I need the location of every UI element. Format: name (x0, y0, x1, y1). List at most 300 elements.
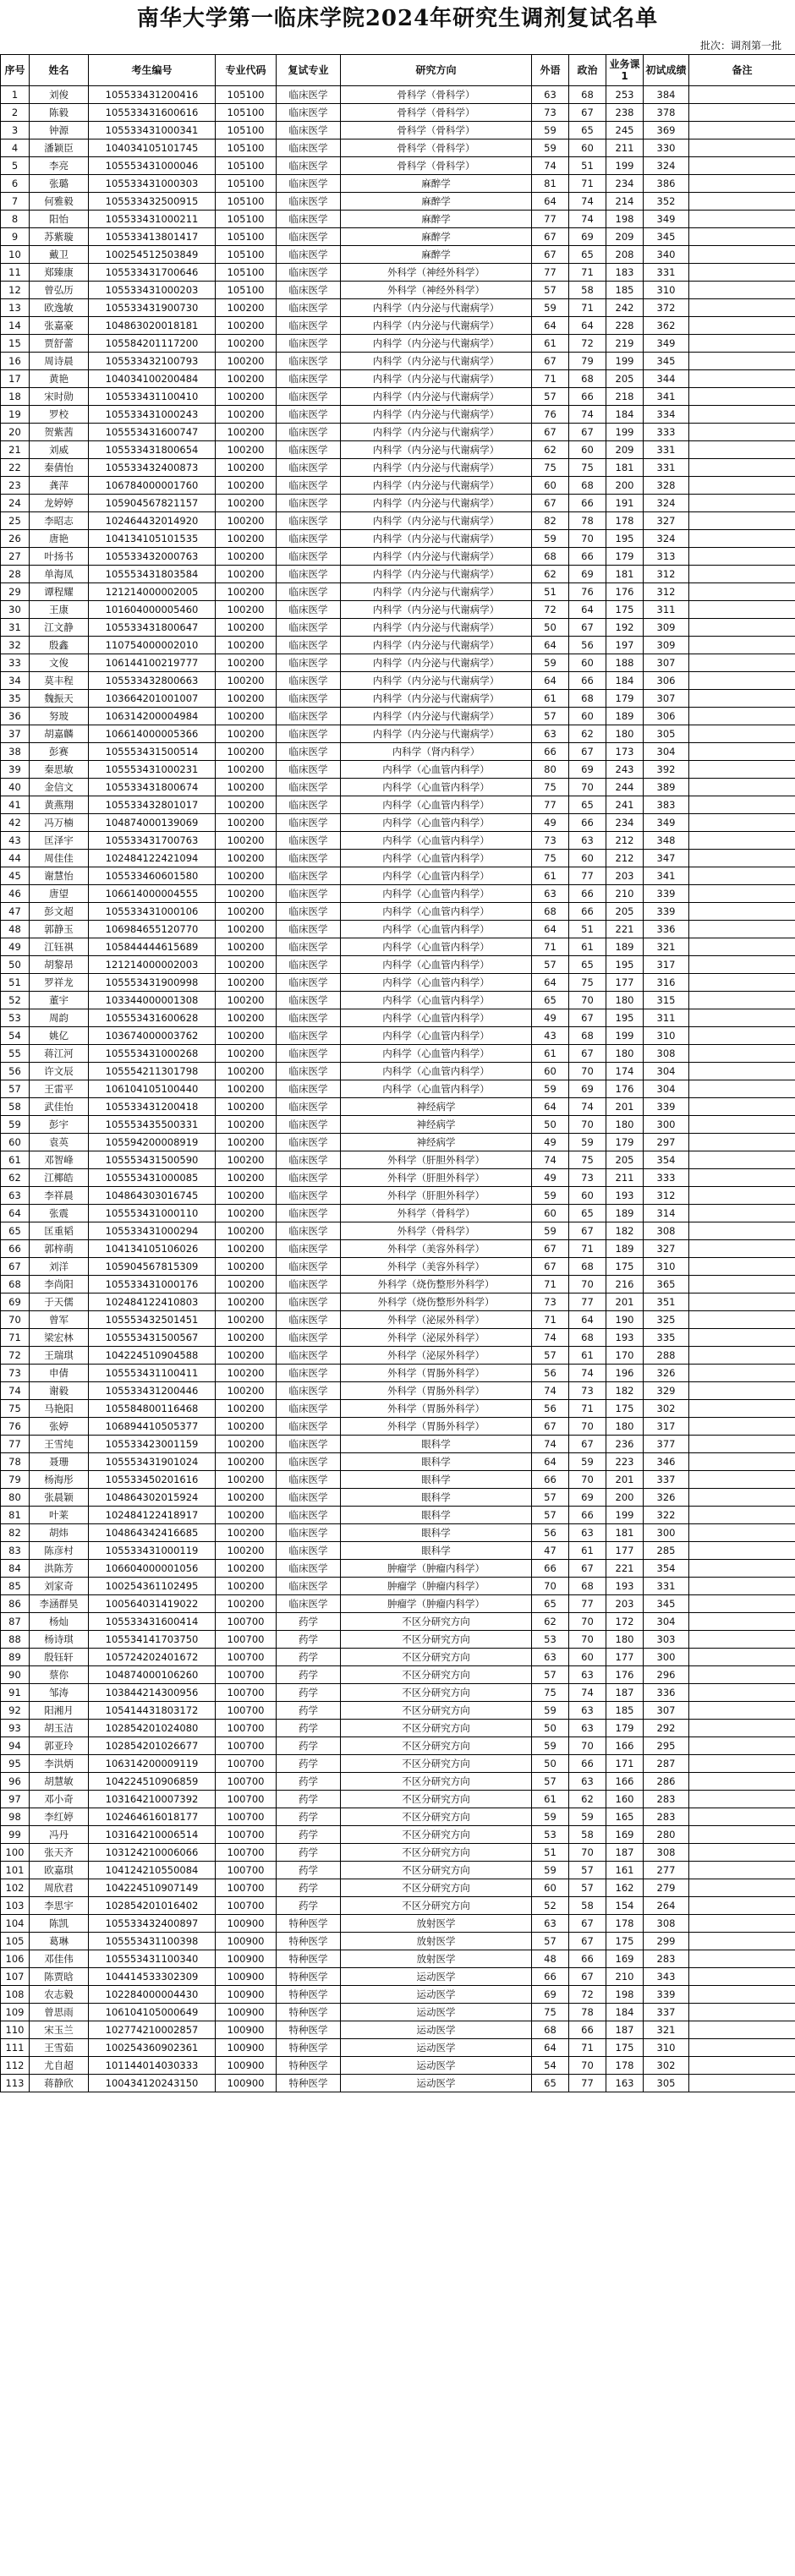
cell-foreign-language: 63 (532, 86, 569, 104)
header-initial-score: 初试成绩 (644, 55, 689, 86)
cell-major: 临床医学 (277, 86, 341, 104)
cell-research-direction: 骨科学（骨科学） (341, 157, 532, 175)
cell-research-direction: 内科学（心血管内科学） (341, 921, 532, 938)
cell-course1: 203 (606, 867, 644, 885)
cell-major: 临床医学 (277, 814, 341, 832)
cell-major: 临床医学 (277, 1187, 341, 1205)
cell-course1: 236 (606, 1436, 644, 1453)
cell-major-code: 100200 (216, 1524, 277, 1542)
cell-exam-id: 105533431000176 (89, 1276, 216, 1293)
cell-research-direction: 内科学（内分泌与代谢病学） (341, 619, 532, 637)
cell-name: 梁宏林 (30, 1329, 89, 1347)
table-row (1, 1063, 795, 1080)
table-row (1, 406, 795, 424)
cell-research-direction: 不区分研究方向 (341, 1773, 532, 1791)
cell-course1: 198 (606, 211, 644, 228)
table-row (1, 1507, 795, 1524)
cell-research-direction: 内科学（内分泌与代谢病学） (341, 424, 532, 441)
table-row (1, 1684, 795, 1702)
cell-major-code: 105100 (216, 122, 277, 139)
table-row (1, 1950, 795, 1968)
cell-remarks (689, 1613, 795, 1631)
cell-foreign-language: 57 (532, 1347, 569, 1365)
cell-exam-id: 105553431100411 (89, 1365, 216, 1382)
cell-course1: 176 (606, 583, 644, 601)
cell-major-code: 100200 (216, 690, 277, 708)
cell-foreign-language: 50 (532, 1720, 569, 1737)
cell-initial-score: 330 (644, 139, 689, 157)
cell-exam-id: 104874000106260 (89, 1666, 216, 1684)
cell-initial-score: 372 (644, 299, 689, 317)
cell-course1: 211 (606, 139, 644, 157)
cell-foreign-language: 65 (532, 992, 569, 1009)
cell-foreign-language: 65 (532, 2075, 569, 2092)
cell-research-direction: 肿瘤学（肿瘤内科学） (341, 1560, 532, 1578)
cell-index: 13 (1, 299, 30, 317)
cell-initial-score: 386 (644, 175, 689, 193)
cell-remarks (689, 548, 795, 566)
table-row (1, 2021, 795, 2039)
cell-foreign-language: 67 (532, 495, 569, 512)
cell-politics: 57 (569, 1879, 606, 1897)
cell-foreign-language: 75 (532, 779, 569, 796)
cell-remarks (689, 1134, 795, 1151)
cell-exam-id: 105533431000211 (89, 211, 216, 228)
cell-initial-score: 310 (644, 282, 689, 299)
cell-course1: 169 (606, 1950, 644, 1968)
cell-index: 107 (1, 1968, 30, 1986)
cell-remarks (689, 512, 795, 530)
cell-course1: 201 (606, 1293, 644, 1311)
table-row (1, 282, 795, 299)
cell-major: 临床医学 (277, 1489, 341, 1507)
cell-initial-score: 303 (644, 1631, 689, 1649)
cell-name: 钟源 (30, 122, 89, 139)
cell-politics: 74 (569, 211, 606, 228)
cell-name: 贾舒蕾 (30, 335, 89, 353)
cell-index: 21 (1, 441, 30, 459)
cell-foreign-language: 61 (532, 867, 569, 885)
cell-exam-id: 105553432501451 (89, 1311, 216, 1329)
cell-major: 临床医学 (277, 1027, 341, 1045)
cell-exam-id: 105533431000294 (89, 1222, 216, 1240)
cell-name: 李思宇 (30, 1897, 89, 1915)
cell-politics: 58 (569, 1897, 606, 1915)
cell-initial-score: 305 (644, 725, 689, 743)
cell-name: 李红婷 (30, 1808, 89, 1826)
cell-major: 药学 (277, 1613, 341, 1631)
cell-major-code: 100200 (216, 1595, 277, 1613)
cell-name: 龙婷婷 (30, 495, 89, 512)
cell-index: 22 (1, 459, 30, 477)
cell-foreign-language: 74 (532, 1151, 569, 1169)
cell-remarks (689, 1826, 795, 1844)
cell-major-code: 100200 (216, 1258, 277, 1276)
cell-research-direction: 内科学（内分泌与代谢病学） (341, 583, 532, 601)
cell-major-code: 100700 (216, 1791, 277, 1808)
cell-foreign-language: 65 (532, 1595, 569, 1613)
cell-politics: 56 (569, 637, 606, 654)
cell-course1: 205 (606, 1151, 644, 1169)
cell-politics: 60 (569, 139, 606, 157)
candidate-table (0, 54, 795, 2092)
header-major: 复试专业 (277, 55, 341, 86)
cell-exam-id: 105533431800674 (89, 779, 216, 796)
cell-initial-score: 307 (644, 690, 689, 708)
cell-course1: 216 (606, 1276, 644, 1293)
cell-major: 临床医学 (277, 1365, 341, 1382)
cell-exam-id: 110754000002010 (89, 637, 216, 654)
cell-major: 药学 (277, 1879, 341, 1897)
cell-major-code: 105100 (216, 157, 277, 175)
cell-name: 刘洋 (30, 1258, 89, 1276)
cell-major-code: 100900 (216, 2039, 277, 2057)
cell-remarks (689, 1968, 795, 1986)
cell-course1: 210 (606, 885, 644, 903)
table-row (1, 601, 795, 619)
cell-exam-id: 103164210007392 (89, 1791, 216, 1808)
table-row (1, 317, 795, 335)
cell-research-direction: 不区分研究方向 (341, 1844, 532, 1862)
table-row (1, 193, 795, 211)
cell-index: 45 (1, 867, 30, 885)
cell-research-direction: 运动医学 (341, 1968, 532, 1986)
cell-initial-score: 306 (644, 672, 689, 690)
cell-initial-score: 285 (644, 1542, 689, 1560)
cell-name: 彭文超 (30, 903, 89, 921)
cell-remarks (689, 1524, 795, 1542)
cell-initial-score: 331 (644, 459, 689, 477)
cell-major-code: 105100 (216, 86, 277, 104)
cell-exam-id: 104134105106026 (89, 1240, 216, 1258)
cell-initial-score: 297 (644, 1134, 689, 1151)
cell-politics: 77 (569, 867, 606, 885)
table-row (1, 1666, 795, 1684)
cell-research-direction: 内科学（心血管内科学） (341, 1045, 532, 1063)
cell-major-code: 100200 (216, 1187, 277, 1205)
cell-remarks (689, 708, 795, 725)
cell-major: 临床医学 (277, 1116, 341, 1134)
cell-politics: 70 (569, 1276, 606, 1293)
cell-major: 临床医学 (277, 1453, 341, 1471)
cell-course1: 185 (606, 282, 644, 299)
cell-major: 药学 (277, 1862, 341, 1879)
cell-initial-score: 299 (644, 1933, 689, 1950)
cell-initial-score: 283 (644, 1791, 689, 1808)
cell-initial-score: 277 (644, 1862, 689, 1879)
cell-course1: 180 (606, 1116, 644, 1134)
cell-name: 罗校 (30, 406, 89, 424)
cell-major-code: 100200 (216, 850, 277, 867)
cell-foreign-language: 67 (532, 228, 569, 246)
cell-index: 9 (1, 228, 30, 246)
cell-politics: 71 (569, 2039, 606, 2057)
cell-remarks (689, 228, 795, 246)
cell-politics: 66 (569, 1507, 606, 1524)
cell-index: 82 (1, 1524, 30, 1542)
cell-exam-id: 105533450201616 (89, 1471, 216, 1489)
cell-politics: 60 (569, 441, 606, 459)
cell-course1: 200 (606, 1489, 644, 1507)
cell-name: 蒋静欣 (30, 2075, 89, 2092)
cell-research-direction: 放射医学 (341, 1933, 532, 1950)
cell-index: 3 (1, 122, 30, 139)
cell-remarks (689, 1631, 795, 1649)
cell-initial-score: 337 (644, 2004, 689, 2021)
cell-major-code: 100200 (216, 867, 277, 885)
cell-index: 28 (1, 566, 30, 583)
cell-major: 临床医学 (277, 672, 341, 690)
cell-initial-score: 339 (644, 903, 689, 921)
cell-major: 特种医学 (277, 2004, 341, 2021)
cell-index: 26 (1, 530, 30, 548)
cell-initial-score: 378 (644, 104, 689, 122)
cell-course1: 209 (606, 228, 644, 246)
cell-index: 51 (1, 974, 30, 992)
cell-research-direction: 外科学（肝胆外科学） (341, 1151, 532, 1169)
cell-major-code: 100700 (216, 1773, 277, 1791)
cell-name: 何雅毅 (30, 193, 89, 211)
cell-research-direction: 内科学（心血管内科学） (341, 1080, 532, 1098)
cell-research-direction: 内科学（内分泌与代谢病学） (341, 459, 532, 477)
cell-research-direction: 内科学（内分泌与代谢病学） (341, 725, 532, 743)
cell-remarks (689, 2004, 795, 2021)
cell-politics: 65 (569, 796, 606, 814)
cell-major: 临床医学 (277, 566, 341, 583)
cell-foreign-language: 75 (532, 850, 569, 867)
cell-major-code: 100900 (216, 1986, 277, 2004)
cell-exam-id: 105533432100793 (89, 353, 216, 370)
cell-initial-score: 312 (644, 1187, 689, 1205)
cell-research-direction: 麻醉学 (341, 193, 532, 211)
cell-initial-score: 349 (644, 814, 689, 832)
cell-major: 临床医学 (277, 246, 341, 264)
cell-index: 48 (1, 921, 30, 938)
cell-major-code: 100200 (216, 406, 277, 424)
cell-initial-score: 311 (644, 1009, 689, 1027)
cell-major-code: 100200 (216, 1009, 277, 1027)
cell-politics: 67 (569, 743, 606, 761)
cell-initial-score: 300 (644, 1116, 689, 1134)
cell-major-code: 100700 (216, 1666, 277, 1684)
cell-name: 秦思敏 (30, 761, 89, 779)
cell-foreign-language: 63 (532, 725, 569, 743)
cell-remarks (689, 1187, 795, 1205)
cell-foreign-language: 57 (532, 708, 569, 725)
cell-major-code: 100200 (216, 353, 277, 370)
cell-index: 70 (1, 1311, 30, 1329)
cell-remarks (689, 1808, 795, 1826)
cell-major: 临床医学 (277, 832, 341, 850)
cell-research-direction: 不区分研究方向 (341, 1897, 532, 1915)
cell-major-code: 100700 (216, 1720, 277, 1737)
cell-index: 79 (1, 1471, 30, 1489)
cell-major: 临床医学 (277, 104, 341, 122)
cell-index: 75 (1, 1400, 30, 1418)
cell-major: 临床医学 (277, 353, 341, 370)
cell-remarks (689, 1453, 795, 1471)
cell-name: 李亮 (30, 157, 89, 175)
cell-initial-score: 339 (644, 1986, 689, 2004)
cell-major-code: 100200 (216, 441, 277, 459)
cell-politics: 67 (569, 1009, 606, 1027)
cell-foreign-language: 59 (532, 530, 569, 548)
cell-major: 临床医学 (277, 1595, 341, 1613)
table-row (1, 637, 795, 654)
cell-index: 103 (1, 1897, 30, 1915)
table-row (1, 1649, 795, 1666)
header-name: 姓名 (30, 55, 89, 86)
table-row (1, 228, 795, 246)
cell-exam-id: 102854201024080 (89, 1720, 216, 1737)
cell-course1: 218 (606, 388, 644, 406)
cell-remarks (689, 1365, 795, 1382)
cell-exam-id: 105533431000119 (89, 1542, 216, 1560)
cell-remarks (689, 1844, 795, 1862)
cell-foreign-language: 62 (532, 1613, 569, 1631)
cell-course1: 175 (606, 2039, 644, 2057)
cell-exam-id: 105533431700646 (89, 264, 216, 282)
cell-major-code: 105100 (216, 193, 277, 211)
cell-foreign-language: 59 (532, 1187, 569, 1205)
cell-major-code: 100200 (216, 1418, 277, 1436)
cell-initial-score: 308 (644, 1915, 689, 1933)
cell-foreign-language: 49 (532, 1009, 569, 1027)
cell-major: 药学 (277, 1649, 341, 1666)
cell-research-direction: 运动医学 (341, 2021, 532, 2039)
cell-initial-score: 339 (644, 1098, 689, 1116)
cell-course1: 228 (606, 317, 644, 335)
cell-exam-id: 102484122421094 (89, 850, 216, 867)
cell-foreign-language: 77 (532, 796, 569, 814)
cell-major-code: 100700 (216, 1684, 277, 1702)
cell-course1: 189 (606, 1205, 644, 1222)
cell-foreign-language: 64 (532, 193, 569, 211)
cell-remarks (689, 601, 795, 619)
cell-remarks (689, 1595, 795, 1613)
cell-politics: 68 (569, 370, 606, 388)
cell-course1: 201 (606, 1471, 644, 1489)
cell-index: 10 (1, 246, 30, 264)
table-row (1, 1293, 795, 1311)
cell-politics: 79 (569, 353, 606, 370)
cell-initial-score: 308 (644, 1844, 689, 1862)
cell-major: 临床医学 (277, 690, 341, 708)
cell-politics: 66 (569, 885, 606, 903)
cell-research-direction: 骨科学（骨科学） (341, 104, 532, 122)
cell-remarks (689, 1382, 795, 1400)
table-row (1, 2039, 795, 2057)
table-row (1, 1702, 795, 1720)
cell-research-direction: 内科学（内分泌与代谢病学） (341, 370, 532, 388)
cell-remarks (689, 1027, 795, 1045)
cell-foreign-language: 51 (532, 1844, 569, 1862)
cell-course1: 212 (606, 832, 644, 850)
cell-name: 唐艳 (30, 530, 89, 548)
cell-major-code: 100200 (216, 530, 277, 548)
cell-research-direction: 内科学（心血管内科学） (341, 974, 532, 992)
cell-initial-score: 312 (644, 566, 689, 583)
cell-exam-id: 105533432400873 (89, 459, 216, 477)
cell-major: 药学 (277, 1631, 341, 1649)
cell-major: 临床医学 (277, 548, 341, 566)
cell-research-direction: 外科学（烧伤整形外科学） (341, 1276, 532, 1293)
cell-major: 临床医学 (277, 211, 341, 228)
cell-index: 98 (1, 1808, 30, 1826)
cell-initial-score: 325 (644, 1311, 689, 1329)
cell-foreign-language: 64 (532, 1453, 569, 1471)
cell-remarks (689, 335, 795, 353)
cell-index: 58 (1, 1098, 30, 1116)
cell-remarks (689, 654, 795, 672)
cell-exam-id: 105533431700763 (89, 832, 216, 850)
cell-exam-id: 105553431100340 (89, 1950, 216, 1968)
cell-research-direction: 不区分研究方向 (341, 1862, 532, 1879)
table-row (1, 867, 795, 885)
cell-index: 54 (1, 1027, 30, 1045)
cell-index: 76 (1, 1418, 30, 1436)
cell-foreign-language: 60 (532, 477, 569, 495)
cell-name: 冯万楠 (30, 814, 89, 832)
cell-research-direction: 内科学（心血管内科学） (341, 938, 532, 956)
cell-major-code: 100200 (216, 299, 277, 317)
cell-index: 31 (1, 619, 30, 637)
cell-remarks (689, 1862, 795, 1879)
cell-name: 苏紫璇 (30, 228, 89, 246)
cell-initial-score: 327 (644, 512, 689, 530)
cell-politics: 69 (569, 228, 606, 246)
cell-foreign-language: 59 (532, 1080, 569, 1098)
table-row (1, 1400, 795, 1418)
cell-research-direction: 内科学（内分泌与代谢病学） (341, 317, 532, 335)
cell-major-code: 105100 (216, 104, 277, 122)
cell-politics: 59 (569, 1453, 606, 1471)
cell-politics: 74 (569, 406, 606, 424)
cell-foreign-language: 49 (532, 1169, 569, 1187)
cell-foreign-language: 67 (532, 353, 569, 370)
cell-initial-score: 283 (644, 1808, 689, 1826)
cell-initial-score: 348 (644, 832, 689, 850)
cell-foreign-language: 56 (532, 1400, 569, 1418)
cell-remarks (689, 246, 795, 264)
table-row (1, 424, 795, 441)
cell-major: 药学 (277, 1737, 341, 1755)
cell-research-direction: 不区分研究方向 (341, 1684, 532, 1702)
table-row (1, 566, 795, 583)
table-row (1, 1933, 795, 1950)
cell-foreign-language: 71 (532, 370, 569, 388)
cell-major: 临床医学 (277, 175, 341, 193)
cell-index: 65 (1, 1222, 30, 1240)
cell-foreign-language: 66 (532, 1968, 569, 1986)
cell-exam-id: 121214000002003 (89, 956, 216, 974)
table-row (1, 725, 795, 743)
cell-initial-score: 345 (644, 1595, 689, 1613)
cell-foreign-language: 57 (532, 1489, 569, 1507)
table-row (1, 1808, 795, 1826)
cell-foreign-language: 68 (532, 2021, 569, 2039)
cell-remarks (689, 690, 795, 708)
cell-exam-id: 105554211301798 (89, 1063, 216, 1080)
cell-course1: 161 (606, 1862, 644, 1879)
cell-remarks (689, 406, 795, 424)
table-row (1, 743, 795, 761)
cell-course1: 175 (606, 601, 644, 619)
cell-index: 53 (1, 1009, 30, 1027)
cell-remarks (689, 122, 795, 139)
cell-major-code: 100200 (216, 459, 277, 477)
cell-research-direction: 内科学（心血管内科学） (341, 779, 532, 796)
